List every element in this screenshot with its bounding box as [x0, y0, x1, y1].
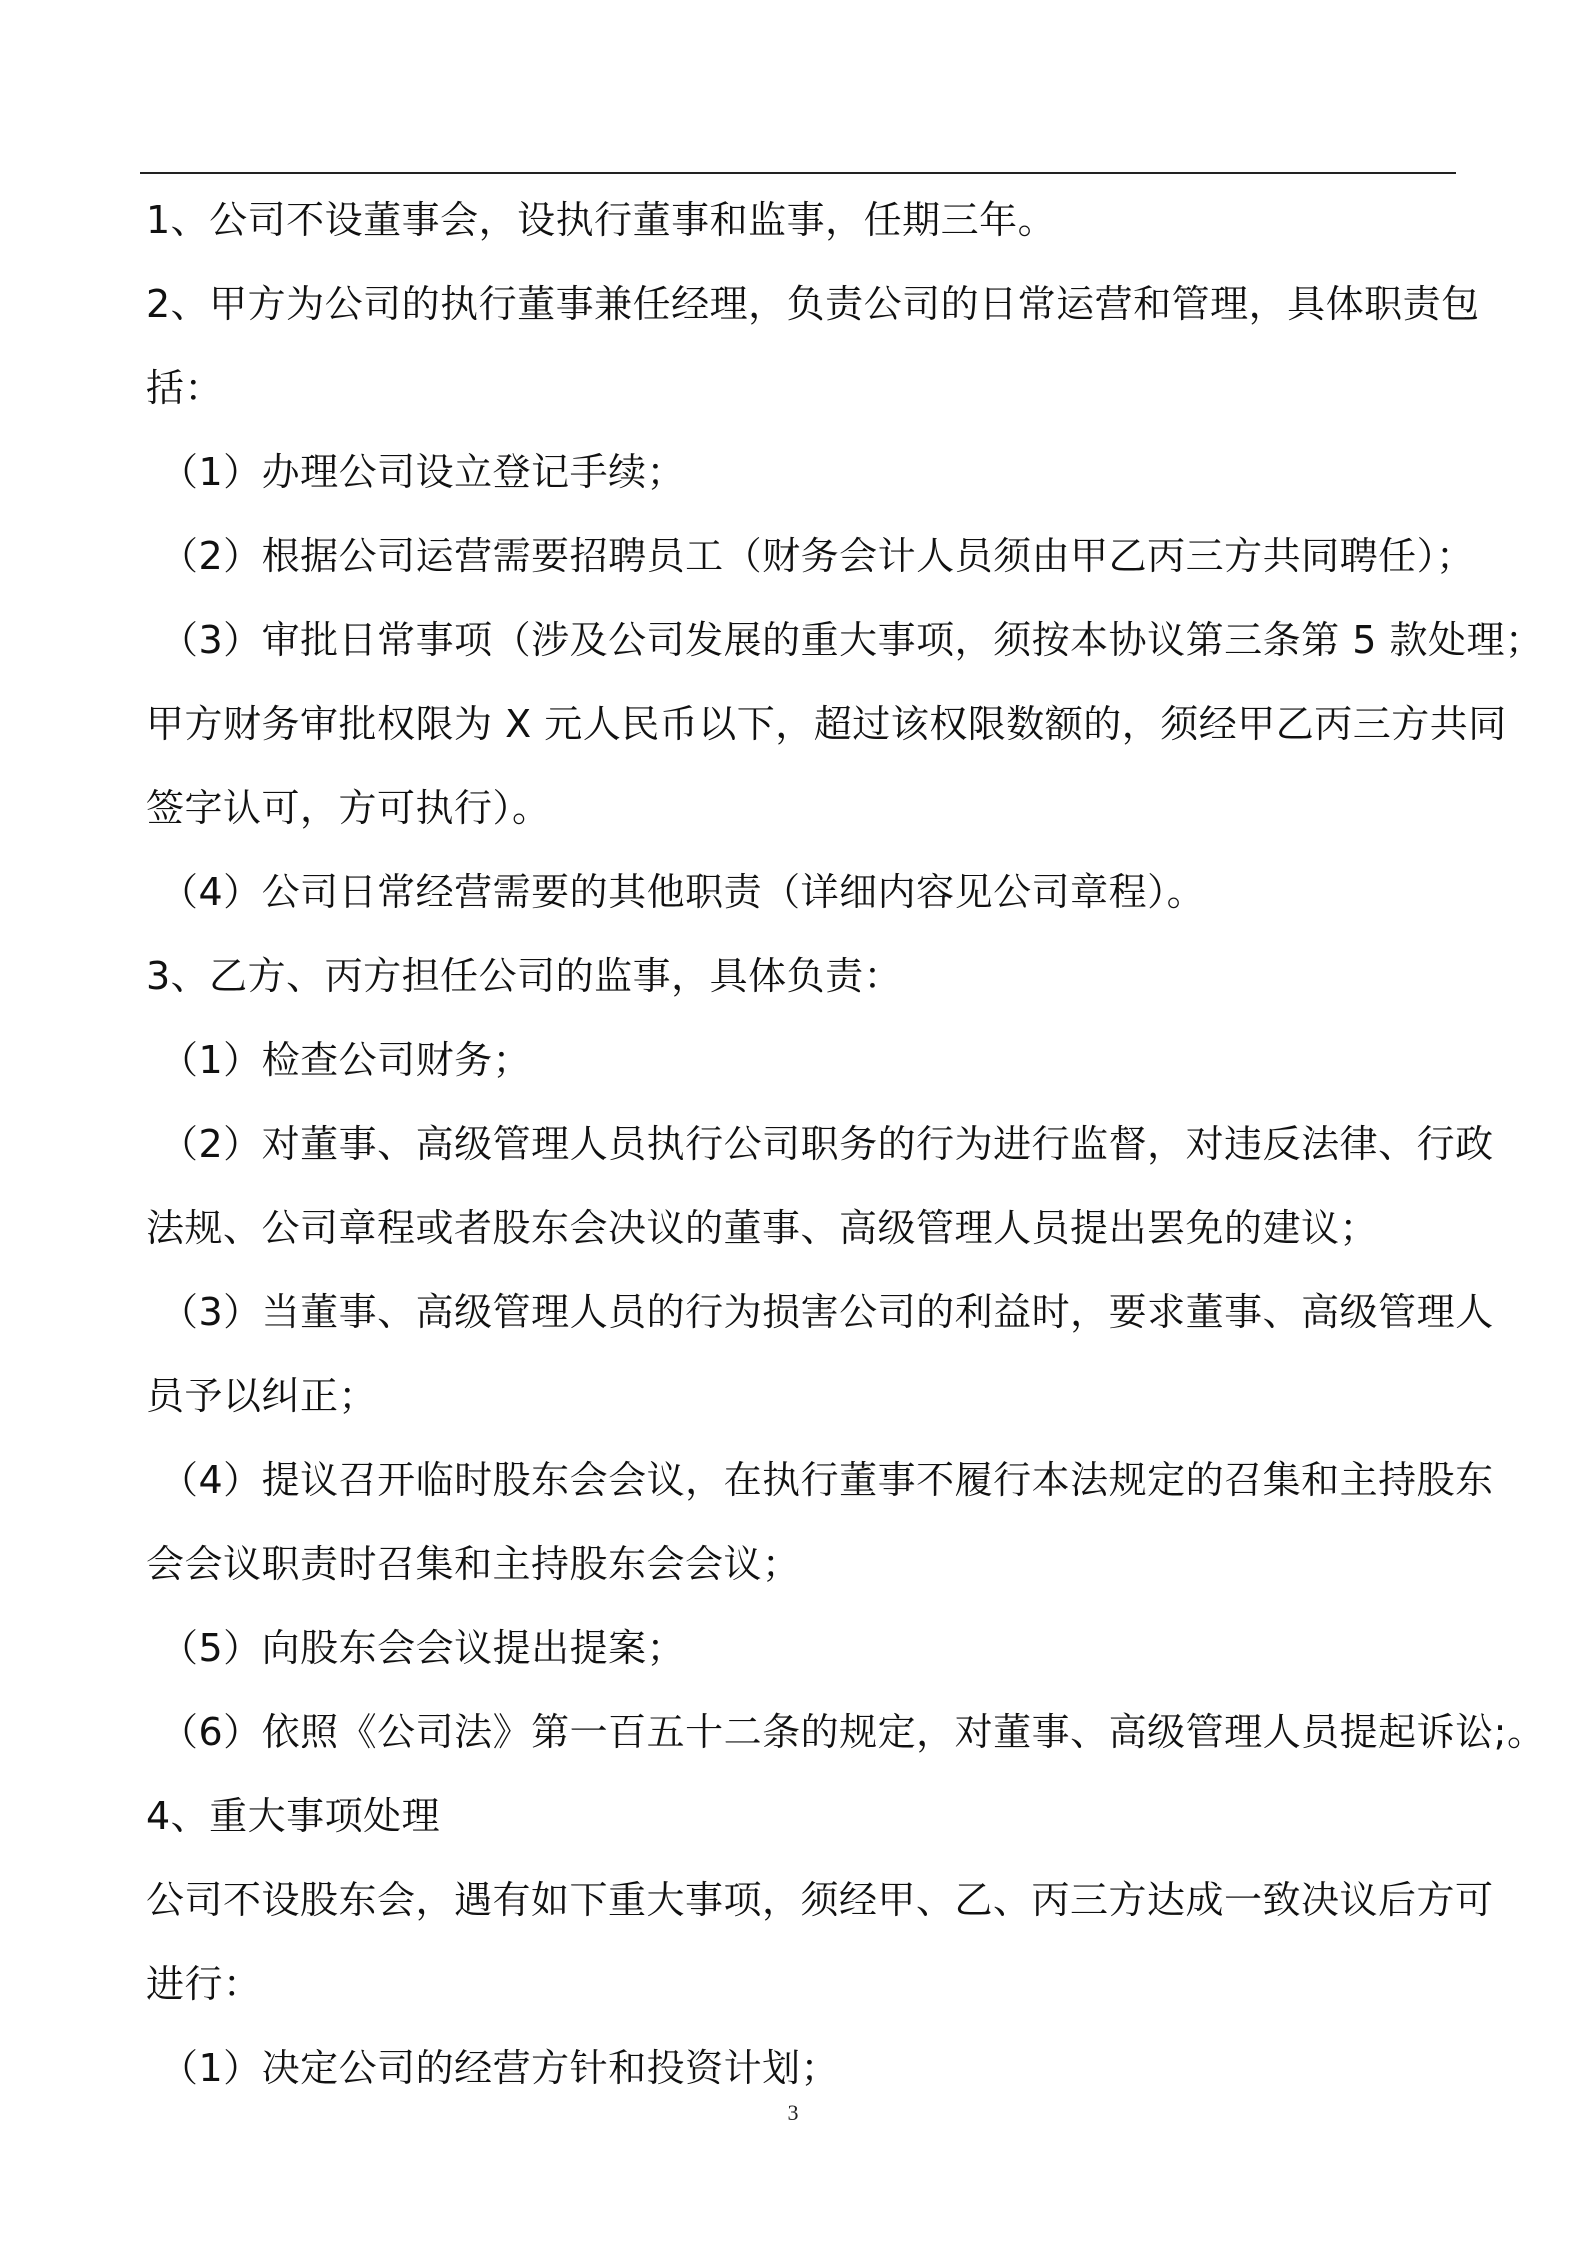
document-body: [146, 178, 1546, 2110]
clause-3-item-2-cont: 法规、公司章程或者股东会决议的董事、高级管理人员提出罢免的建议；: [146, 1206, 1379, 1250]
clause-3-item-3: （3）当董事、高级管理人员的行为损害公司的利益时，要求董事、高级管理人: [160, 1290, 1494, 1334]
clause-2-item-3-cont: 甲方财务审批权限为 X 元人民币以下，超过该权限数额的，须经甲乙丙三方共同: [146, 702, 1507, 746]
clause-3-item-3-cont: 员予以纠正；: [146, 1374, 378, 1418]
header-rule: [140, 172, 1456, 174]
clause-3-item-6: （6）依照《公司法》第一百五十二条的规定，对董事、高级管理人员提起诉讼;。: [160, 1710, 1546, 1754]
clause-2: 2、甲方为公司的执行董事兼任经理，负责公司的日常运营和管理，具体职责包: [146, 282, 1480, 326]
clause-3-item-2: （2）对董事、高级管理人员执行公司职务的行为进行监督，对违反法律、行政: [160, 1122, 1494, 1166]
clause-2-item-4: （4）公司日常经营需要的其他职责（详细内容见公司章程）。: [160, 870, 1206, 914]
clause-1: 1、公司不设董事会，设执行董事和监事，任期三年。: [146, 198, 1057, 242]
clause-2-item-3: （3）审批日常事项（涉及公司发展的重大事项，须按本协议第三条第 5 款处理；: [160, 618, 1544, 662]
clause-3: 3、乙方、丙方担任公司的监事，具体负责：: [146, 954, 903, 998]
clause-4-intro-cont: 进行：: [146, 1962, 262, 2006]
clause-2-item-1: （1）办理公司设立登记手续；: [160, 450, 686, 494]
clause-2-item-3-cont-2: 签字认可，方可执行）。: [146, 786, 551, 830]
clause-4-intro: 公司不设股东会，遇有如下重大事项，须经甲、乙、丙三方达成一致决议后方可: [146, 1878, 1494, 1922]
clause-3-item-4-cont: 会会议职责时召集和主持股东会会议；: [146, 1542, 801, 1586]
clause-4-heading: 4、重大事项处理: [146, 1794, 441, 1838]
clause-4-item-1: （1）决定公司的经营方针和投资计划；: [160, 2046, 840, 2090]
clause-2-item-2: （2）根据公司运营需要招聘员工（财务会计人员须由甲乙丙三方共同聘任）；: [160, 534, 1475, 578]
page-number: 3: [787, 2100, 799, 2125]
clause-3-item-1: （1）检查公司财务；: [160, 1038, 532, 1082]
clause-3-item-5: （5）向股东会会议提出提案；: [160, 1626, 686, 1670]
clause-2-cont: 括：: [146, 366, 224, 410]
clause-3-item-4: （4）提议召开临时股东会会议，在执行董事不履行本法规定的召集和主持股东: [160, 1458, 1494, 1502]
